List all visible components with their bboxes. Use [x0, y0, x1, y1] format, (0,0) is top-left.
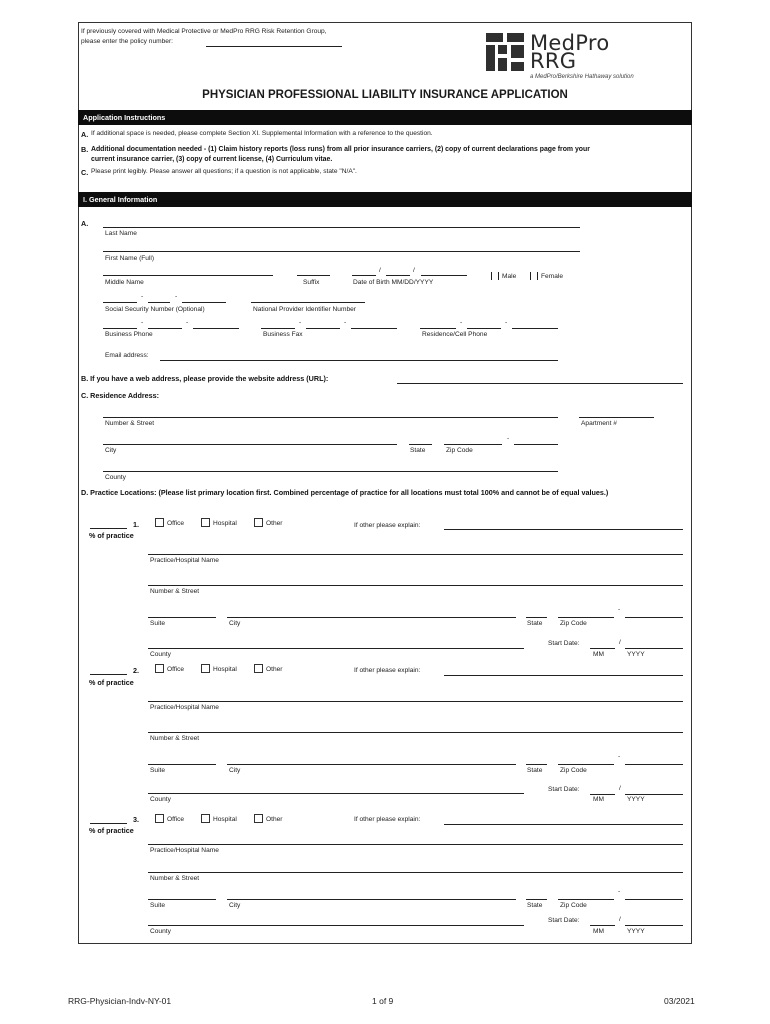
instructions-bar	[78, 110, 692, 125]
location-3-explain-label: If other please explain:	[354, 816, 421, 823]
location-2-percent-field[interactable]	[90, 674, 127, 675]
location-1-hospital-checkbox[interactable]	[201, 518, 210, 527]
location-1-street-label: Number & Street	[150, 588, 200, 595]
npi-label: National Provider Identifier Number	[253, 306, 356, 313]
residence-city-label: City	[105, 447, 117, 454]
instruction-a-letter: A.	[81, 130, 89, 139]
location-2-other-checkbox[interactable]	[254, 664, 263, 673]
location-1-explain-label: If other please explain:	[354, 522, 421, 529]
location-1-start-label: Start Date:	[548, 640, 580, 647]
middle-name-field[interactable]	[103, 275, 273, 276]
prior-coverage-note: If previously covered with Medical Protective or MedPro RRG Risk Retention Group,	[81, 28, 327, 35]
medpro-logo-mark-icon	[486, 33, 526, 71]
location-3-start-year-field[interactable]	[625, 925, 683, 926]
website-field[interactable]	[397, 383, 683, 384]
location-3-percent-label: % of practice	[89, 826, 134, 835]
logo-word-medpro: MedPro	[530, 31, 610, 55]
location-2-state-field[interactable]	[526, 764, 547, 765]
location-2-start-slash: /	[619, 785, 621, 792]
location-1-zip-label: Zip Code	[560, 620, 587, 627]
location-2-city-label: City	[229, 767, 241, 774]
location-2-zip-field[interactable]	[558, 764, 614, 765]
location-3-street-label: Number & Street	[150, 875, 200, 882]
location-1-percent-field[interactable]	[90, 528, 127, 529]
location-3-county-field[interactable]	[148, 925, 524, 926]
residence-phone-dash-2: -	[505, 319, 508, 326]
general-information-bar-label: I. General Information	[83, 195, 158, 204]
male-label: Male	[502, 273, 517, 280]
location-2-suite-label: Suite	[150, 767, 166, 774]
location-2-suite-field[interactable]	[148, 764, 216, 765]
location-1-zip4-field[interactable]	[625, 617, 683, 618]
location-2-start-month-field[interactable]	[590, 794, 615, 795]
location-3-zip4-field[interactable]	[625, 899, 683, 900]
location-3-other-label: Other	[266, 816, 283, 823]
npi-field[interactable]	[251, 302, 365, 303]
business-phone-area-field[interactable]	[103, 328, 137, 329]
location-1-city-field[interactable]	[227, 617, 516, 618]
location-1-state-field[interactable]	[526, 617, 547, 618]
instructions-bar-label: Application Instructions	[83, 113, 166, 122]
instruction-b-text-2: current insurance carrier, (3) copy of current license, (4) Curriculum vitae.	[91, 156, 333, 163]
location-1-zip-field[interactable]	[558, 617, 614, 618]
location-2-number: 2.	[133, 666, 139, 675]
location-3-zip-field[interactable]	[558, 899, 614, 900]
ssn-part2-field[interactable]	[148, 302, 170, 303]
ssn-part3-field[interactable]	[182, 302, 226, 303]
residence-state-field[interactable]	[409, 444, 432, 445]
email-label: Email address:	[105, 352, 149, 359]
residence-address-question: C. Residence Address:	[81, 391, 160, 400]
residence-street-label: Number & Street	[105, 420, 155, 427]
location-1-state-label: State	[527, 620, 543, 627]
location-1-yyyy-label: YYYY	[627, 651, 645, 658]
first-name-field[interactable]	[103, 251, 580, 252]
residence-phone-label: Residence/Cell Phone	[422, 331, 488, 338]
location-2-city-field[interactable]	[227, 764, 516, 765]
location-1-street-field[interactable]	[148, 585, 683, 586]
dob-month-field[interactable]	[352, 275, 376, 276]
location-3-hospital-checkbox[interactable]	[201, 814, 210, 823]
location-1-mm-label: MM	[593, 651, 604, 658]
residence-zip-label: Zip Code	[446, 447, 473, 454]
female-checkbox[interactable]	[537, 272, 538, 280]
business-fax-line-field[interactable]	[351, 328, 397, 329]
location-2-county-field[interactable]	[148, 793, 524, 794]
location-2-county-label: County	[150, 796, 171, 803]
last-name-label: Last Name	[105, 230, 137, 237]
location-3-facility-label: Practice/Hospital Name	[150, 847, 219, 854]
female-label: Female	[541, 273, 563, 280]
location-1-facility-label: Practice/Hospital Name	[150, 557, 219, 564]
location-3-facility-field[interactable]	[148, 844, 683, 845]
location-2-other-label: Other	[266, 666, 283, 673]
location-2-explain-label: If other please explain:	[354, 667, 421, 674]
location-3-zip-label: Zip Code	[560, 902, 587, 909]
location-2-office-label: Office	[167, 666, 185, 673]
location-2-hospital-label: Hospital	[213, 666, 237, 673]
ssn-dash-2: -	[175, 293, 178, 300]
general-information-bar	[78, 192, 692, 207]
location-1-start-month-field[interactable]	[590, 648, 615, 649]
location-3-office-checkbox[interactable]	[155, 814, 164, 823]
instruction-c-text: Please print legibly. Please answer all questions; if a question is not applicable, state "N/A".	[91, 168, 357, 175]
business-phone-dash-2: -	[186, 319, 189, 326]
residence-city-field[interactable]	[103, 444, 397, 445]
male-checkbox[interactable]	[498, 272, 499, 280]
location-1-start-slash: /	[619, 639, 621, 646]
location-3-zip-dash: -	[618, 888, 621, 895]
female-checkbox-bar-left	[530, 272, 531, 280]
residence-phone-prefix-field[interactable]	[467, 328, 501, 329]
location-1-office-label: Office	[167, 520, 185, 527]
logo-tagline: a MedPro/Berkshire Hathaway solution	[530, 74, 634, 80]
location-1-city-label: City	[229, 620, 241, 627]
footer-form-id: RRG-Physician-Indv-NY-01	[68, 996, 172, 1006]
business-fax-dash-2: -	[344, 319, 347, 326]
location-3-start-month-field[interactable]	[590, 925, 615, 926]
location-3-hospital-label: Hospital	[213, 816, 237, 823]
location-2-yyyy-label: YYYY	[627, 796, 645, 803]
footer-revision-date: 03/2021	[664, 996, 695, 1006]
location-3-start-slash: /	[619, 916, 621, 923]
location-2-zip-label: Zip Code	[560, 767, 587, 774]
location-3-county-label: County	[150, 928, 171, 935]
location-3-city-label: City	[229, 902, 241, 909]
location-3-suite-label: Suite	[150, 902, 166, 909]
location-3-office-label: Office	[167, 816, 185, 823]
business-phone-label: Business Phone	[105, 331, 153, 338]
location-3-suite-field[interactable]	[148, 899, 216, 900]
location-2-start-label: Start Date:	[548, 786, 580, 793]
residence-zip-field[interactable]	[444, 444, 502, 445]
section-a-letter: A.	[81, 219, 89, 228]
location-1-hospital-label: Hospital	[213, 520, 237, 527]
location-2-facility-field[interactable]	[148, 701, 683, 702]
dob-day-field[interactable]	[386, 275, 410, 276]
instruction-b-text-1: Additional documentation needed - (1) Claim history reports (loss runs) from all prior insurance carriers, (2) copy of current declarations page from your	[91, 146, 590, 153]
business-fax-label: Business Fax	[263, 331, 303, 338]
location-1-other-checkbox[interactable]	[254, 518, 263, 527]
location-3-start-label: Start Date:	[548, 917, 580, 924]
location-1-start-year-field[interactable]	[625, 648, 683, 649]
first-name-label: First Name (Full)	[105, 255, 155, 262]
location-3-city-field[interactable]	[227, 899, 516, 900]
location-1-office-checkbox[interactable]	[155, 518, 164, 527]
location-2-zip-dash: -	[618, 753, 621, 760]
location-1-other-label: Other	[266, 520, 283, 527]
apartment-field[interactable]	[579, 417, 654, 418]
location-3-state-field[interactable]	[526, 899, 547, 900]
logo-word-rrg: RRG	[530, 49, 577, 73]
instruction-b-letter: B.	[81, 145, 89, 154]
business-fax-area-field[interactable]	[261, 328, 295, 329]
location-2-start-year-field[interactable]	[625, 794, 683, 795]
last-name-field[interactable]	[103, 227, 580, 228]
residence-street-field[interactable]	[103, 417, 558, 418]
location-2-street-field[interactable]	[148, 732, 683, 733]
location-3-street-field[interactable]	[148, 872, 683, 873]
location-3-percent-field[interactable]	[90, 823, 127, 824]
location-3-mm-label: MM	[593, 928, 604, 935]
residence-county-field[interactable]	[103, 471, 558, 472]
residence-phone-line-field[interactable]	[512, 328, 558, 329]
residence-county-label: County	[105, 474, 126, 481]
male-checkbox-bar-left	[491, 272, 492, 280]
ssn-label: Social Security Number (Optional)	[105, 306, 205, 313]
suffix-label: Suffix	[303, 279, 320, 286]
dob-label: Date of Birth MM/DD/YYYY	[353, 279, 434, 286]
location-3-state-label: State	[527, 902, 543, 909]
location-3-other-checkbox[interactable]	[254, 814, 263, 823]
business-phone-line-field[interactable]	[193, 328, 239, 329]
apartment-label: Apartment #	[581, 420, 617, 427]
suffix-field[interactable]	[297, 275, 330, 276]
location-2-office-checkbox[interactable]	[155, 664, 164, 673]
location-2-explain-field[interactable]	[444, 675, 683, 676]
ssn-dash-1: -	[141, 293, 144, 300]
location-1-number: 1.	[133, 520, 139, 529]
location-2-percent-label: % of practice	[89, 678, 134, 687]
residence-zip-dash: -	[507, 435, 510, 442]
location-1-zip-dash: -	[618, 606, 621, 613]
business-phone-prefix-field[interactable]	[148, 328, 182, 329]
location-1-percent-label: % of practice	[89, 531, 134, 540]
location-1-facility-field[interactable]	[148, 554, 683, 555]
location-2-facility-label: Practice/Hospital Name	[150, 704, 219, 711]
instruction-c-letter: C.	[81, 168, 89, 177]
footer-page-number: 1 of 9	[372, 996, 394, 1006]
residence-zip4-field[interactable]	[514, 444, 558, 445]
website-question: B. If you have a web address, please provide the website address (URL):	[81, 374, 329, 383]
email-field[interactable]	[160, 360, 558, 361]
location-1-suite-label: Suite	[150, 620, 166, 627]
location-3-number: 3.	[133, 815, 139, 824]
ssn-part1-field[interactable]	[103, 302, 137, 303]
practice-locations-question: D. Practice Locations: (Please list primary location first. Combined percentage of practice for all locations must total 100% and cannot be of equal values.)	[81, 488, 609, 497]
location-2-state-label: State	[527, 767, 543, 774]
residence-phone-dash-1: -	[460, 319, 463, 326]
residence-state-label: State	[410, 447, 426, 454]
location-1-suite-field[interactable]	[148, 617, 216, 618]
location-2-hospital-checkbox[interactable]	[201, 664, 210, 673]
location-3-yyyy-label: YYYY	[627, 928, 645, 935]
dob-slash-2: /	[413, 267, 415, 274]
location-3-explain-field[interactable]	[444, 824, 683, 825]
location-2-mm-label: MM	[593, 796, 604, 803]
form-title: PHYSICIAN PROFESSIONAL LIABILITY INSURANCE APPLICATION	[202, 89, 568, 101]
middle-name-label: Middle Name	[105, 279, 144, 286]
instruction-a-text: If additional space is needed, please complete Section XI. Supplemental Information with a reference to the question.	[91, 130, 433, 137]
dob-slash-1: /	[379, 267, 381, 274]
business-phone-dash-1: -	[141, 319, 144, 326]
location-1-county-label: County	[150, 651, 171, 658]
residence-phone-area-field[interactable]	[420, 328, 456, 329]
business-fax-dash-1: -	[299, 319, 302, 326]
medpro-logo	[486, 33, 672, 83]
location-2-street-label: Number & Street	[150, 735, 200, 742]
dob-year-field[interactable]	[421, 275, 467, 276]
business-fax-prefix-field[interactable]	[306, 328, 340, 329]
location-1-county-field[interactable]	[148, 648, 524, 649]
policy-number-label: please enter the policy number:	[81, 38, 174, 45]
location-1-explain-field[interactable]	[444, 529, 683, 530]
location-2-zip4-field[interactable]	[625, 764, 683, 765]
policy-number-field[interactable]	[206, 46, 342, 47]
